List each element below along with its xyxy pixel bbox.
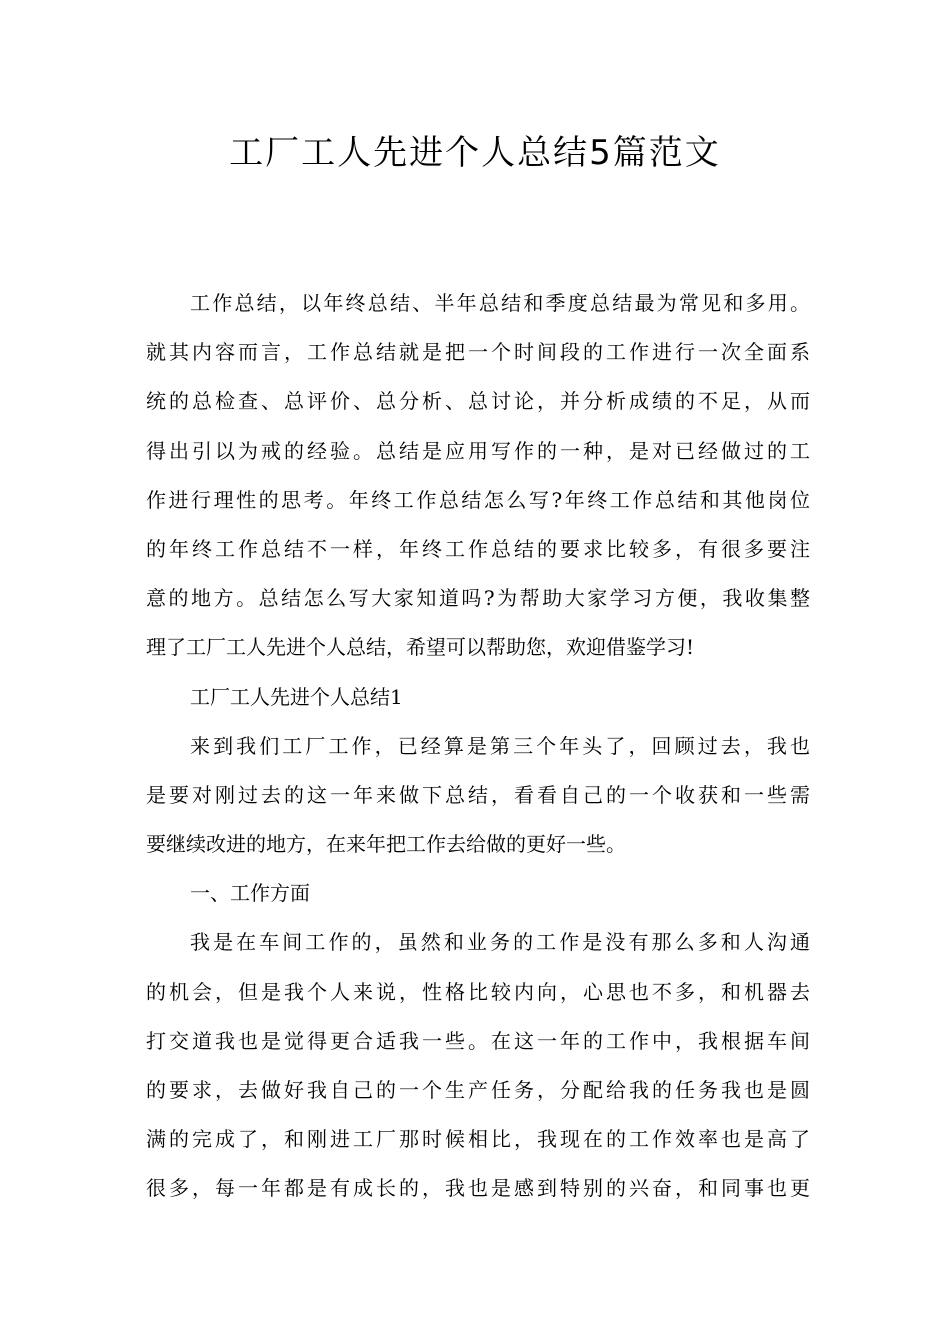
text-line: 的机会，但是我个人来说，性格比较内向，心思也不多，和机器去 [146,979,810,1004]
text-line: 统的总检查、总评价、总分析、总讨论，并分析成绩的不足，从而 [146,389,810,414]
text-line: 得出引以为戒的经验。总结是应用写作的一种，是对已经做过的工 [146,438,810,463]
document-title: 工厂工人先进个人总结5篇范文 [229,133,721,173]
text-line: 满的完成了，和刚进工厂那时候相比，我现在的工作效率也是高了 [146,1127,810,1152]
text-line: 工作总结，以年终总结、半年总结和季度总结最为常见和多用。 [190,291,810,315]
text-line: 很多，每一年都是有成长的，我也是感到特别的兴奋，和同事也更 [146,1176,810,1201]
text-line: 打交道我也是觉得更合适我一些。在这一年的工作中，我根据车间 [146,1028,810,1053]
text-line: 一、工作方面 [190,881,310,906]
text-line: 作进行理性的思考。年终工作总结怎么写?年终工作总结和其他岗位 [146,487,810,512]
document-body [146,279,810,1214]
text-line: 的要求，去做好我自己的一个生产任务，分配给我的任务我也是圆 [146,1078,810,1102]
text-line: 我是在车间工作的，虽然和业务的工作是没有那么多和人沟通 [190,930,810,955]
text-line: 理了工厂工人先进个人总结，希望可以帮助您，欢迎借鉴学习! [146,635,695,660]
text-line: 就其内容而言，工作总结就是把一个时间段的工作进行一次全面系 [146,340,810,365]
text-line: 要继续改进的地方，在来年把工作去给做的更好一些。 [146,832,626,857]
text-line: 意的地方。总结怎么写大家知道吗?为帮助大家学习方便，我收集整 [146,586,810,611]
text-line: 的年终工作总结不一样，年终工作总结的要求比较多，有很多要注 [146,536,810,561]
text-line: 是要对刚过去的这一年来做下总结，看看自己的一个收获和一些需 [146,782,810,807]
text-line: 工厂工人先进个人总结1 [190,684,403,709]
text-line: 来到我们工厂工作，已经算是第三个年头了，回顾过去，我也 [190,733,810,758]
